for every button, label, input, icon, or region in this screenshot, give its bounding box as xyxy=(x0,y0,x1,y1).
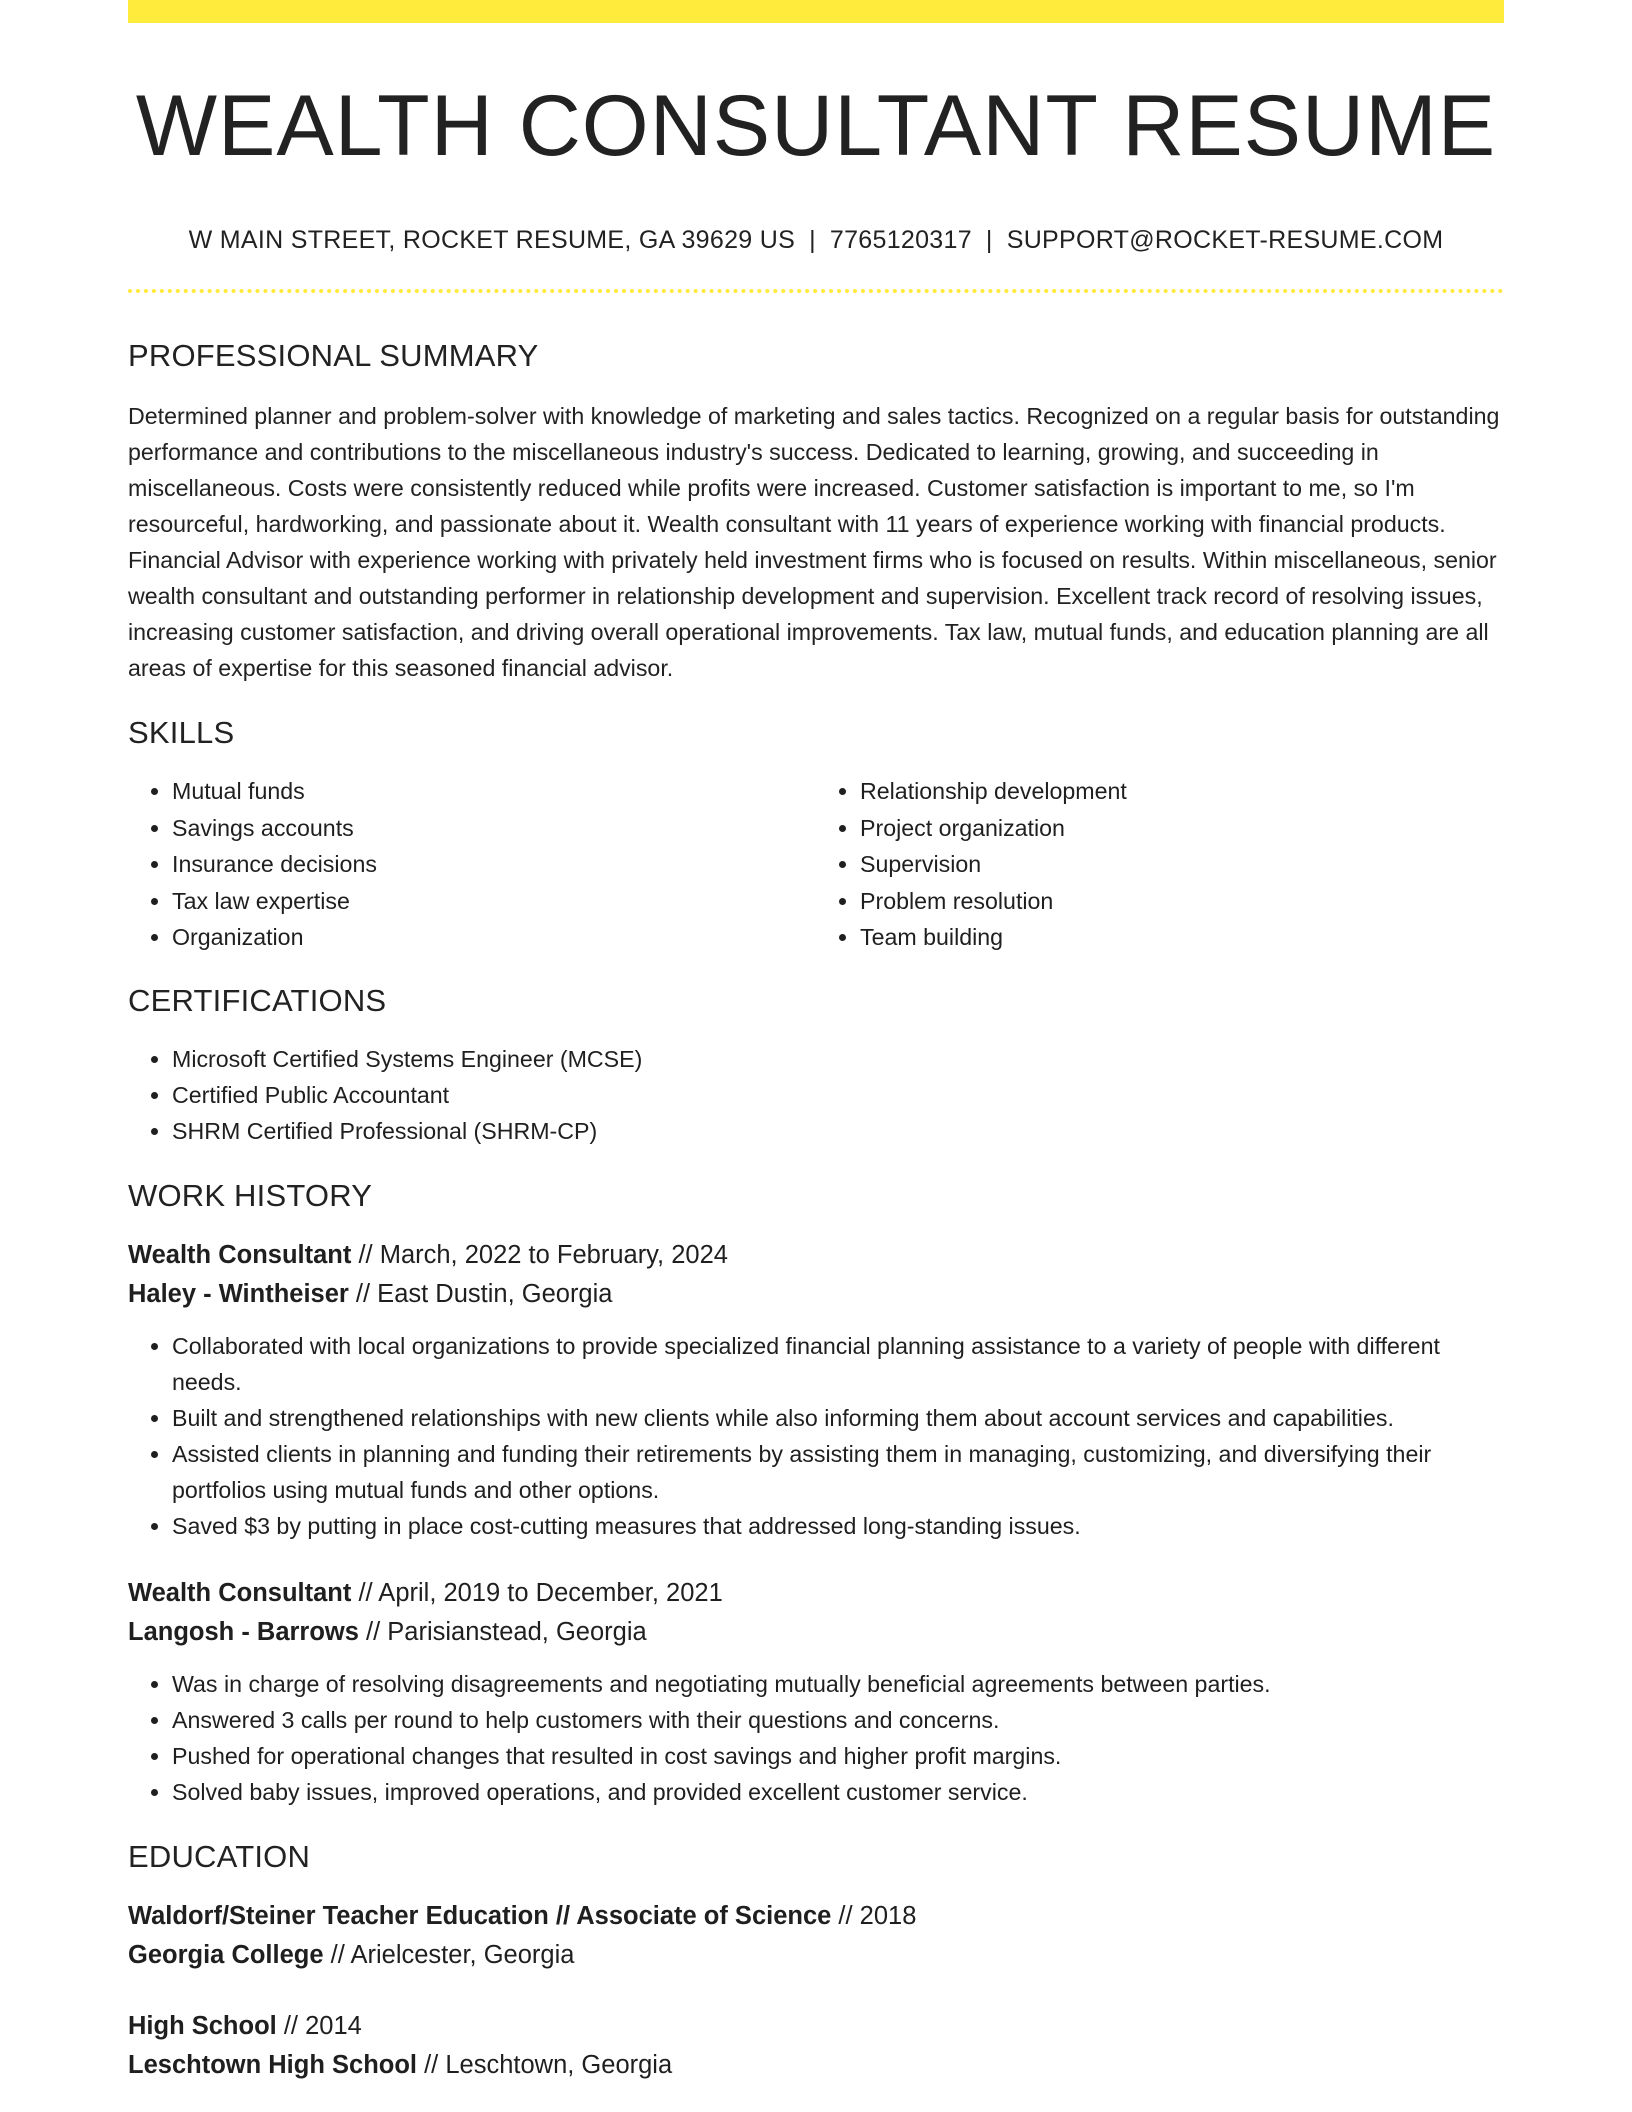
contact-separator: | xyxy=(985,226,993,255)
work-history-heading: WORK HISTORY xyxy=(128,1177,373,1213)
job-title: Wealth Consultant xyxy=(128,1241,352,1270)
education-school: Leschtown High School xyxy=(128,2051,418,2080)
education-degree: Waldorf/Steiner Teacher Education // Associate of Science xyxy=(128,1902,832,1931)
certification-item: • SHRM Certified Professional (SHRM-CP) xyxy=(172,1113,1504,1149)
education-degree-line xyxy=(128,2007,1504,2046)
job-company-line xyxy=(128,1275,1504,1314)
skills-grid xyxy=(128,773,1504,956)
education-entry xyxy=(128,2007,1504,2085)
job-location: // East Dustin, Georgia xyxy=(348,1280,613,1309)
contact-address: W MAIN STREET, ROCKET RESUME, GA 39629 US xyxy=(188,226,796,255)
job-bullet: • Was in charge of resolving disagreements and negotiating mutually beneficial agreements between parties. xyxy=(172,1666,1504,1702)
certification-item: • Microsoft Certified Systems Engineer (MCSE) xyxy=(172,1041,1504,1077)
education-school-line xyxy=(128,1936,1504,1975)
certifications-list xyxy=(128,1041,1504,1149)
skill-item: • Mutual funds xyxy=(172,773,816,810)
job-title: Wealth Consultant xyxy=(128,1579,352,1608)
contact-email: SUPPORT@ROCKET-RESUME.COM xyxy=(1006,226,1444,255)
skill-item: • Problem resolution xyxy=(860,883,1504,920)
skill-item: • Supervision xyxy=(860,846,1504,883)
resume-content xyxy=(128,23,1504,2085)
job-company: Haley - Wintheiser xyxy=(128,1280,349,1309)
job-dates: // March, 2022 to February, 2024 xyxy=(351,1241,728,1270)
certifications-heading: CERTIFICATIONS xyxy=(128,982,387,1018)
skills-list-left xyxy=(128,773,816,956)
education-degree-line xyxy=(128,1897,1504,1936)
job-bullet: • Built and strengthened relationships with new clients while also informing them about account services and capabilities. xyxy=(172,1400,1504,1436)
job-company: Langosh - Barrows xyxy=(128,1618,359,1647)
job-bullet: • Pushed for operational changes that resulted in cost savings and higher profit margins. xyxy=(172,1738,1504,1774)
job-bullet: • Saved $3 by putting in place cost-cutting measures that addressed long-standing issues. xyxy=(172,1508,1504,1544)
job-bullets xyxy=(128,1328,1504,1544)
job-location: // Parisianstead, Georgia xyxy=(358,1618,647,1647)
education-year: // 2018 xyxy=(831,1902,917,1931)
resume-title: WEALTH CONSULTANT RESUME xyxy=(135,78,1497,174)
skill-item: • Organization xyxy=(172,919,816,956)
skill-item: • Insurance decisions xyxy=(172,846,816,883)
job-bullet: • Answered 3 calls per round to help customers with their questions and concerns. xyxy=(172,1702,1504,1738)
dotted-divider xyxy=(128,289,1504,293)
skills-list-right xyxy=(816,773,1504,956)
skill-item: • Team building xyxy=(860,919,1504,956)
job-bullets xyxy=(128,1666,1504,1810)
skill-item: • Savings accounts xyxy=(172,810,816,847)
job-entry xyxy=(128,1236,1504,1544)
skill-item: • Project organization xyxy=(860,810,1504,847)
summary-text: Determined planner and problem-solver with knowledge of marketing and sales tactics. Recognized on a regular basis for outstanding performance and contributions to the miscellaneous industry's success. Dedicated to learning, growing, and succeeding in miscellaneous. Costs were consistently reduced while profits were increased. Customer satisfaction is important to me, so I'm resourceful, hardworking, and passionate about it. Wealth consultant with 11 years of experience working with financial products. Financial Advisor with experience working with privately held investment firms who is focused on results. Within miscellaneous, senior wealth consultant and outstanding performer in relationship development and supervision. Excellent track record of resolving issues, increasing customer satisfaction, and driving overall operational improvements. Tax law, mutual funds, and education planning are all areas of expertise for this seasoned financial advisor. xyxy=(128,402,1500,681)
education-entry xyxy=(128,1897,1504,1975)
contact-phone: 7765120317 xyxy=(829,226,972,255)
education-heading: EDUCATION xyxy=(128,1839,311,1875)
skill-item: • Tax law expertise xyxy=(172,883,816,920)
job-dates: // April, 2019 to December, 2021 xyxy=(351,1579,723,1608)
job-bullet: • Assisted clients in planning and funding their retirements by assisting them in managing, customizing, and diversifying their portfolios using mutual funds and other options. xyxy=(172,1436,1504,1508)
job-title-line xyxy=(128,1236,1504,1275)
summary-heading: PROFESSIONAL SUMMARY xyxy=(128,337,539,373)
accent-top-bar xyxy=(128,0,1504,23)
certification-item: • Certified Public Accountant xyxy=(172,1077,1504,1113)
education-school-line xyxy=(128,2046,1504,2085)
job-bullet: • Solved baby issues, improved operations, and provided excellent customer service. xyxy=(172,1774,1504,1810)
education-year: // 2014 xyxy=(276,2012,362,2041)
job-bullet: • Collaborated with local organizations to provide specialized financial planning assistance to a variety of people with different needs. xyxy=(172,1328,1504,1400)
job-title-line xyxy=(128,1574,1504,1613)
education-location: // Arielcester, Georgia xyxy=(323,1941,575,1970)
skills-heading: SKILLS xyxy=(128,714,235,750)
education-school: Georgia College xyxy=(128,1941,324,1970)
job-company-line xyxy=(128,1613,1504,1652)
contact-line xyxy=(128,227,1504,255)
skill-item: • Relationship development xyxy=(860,773,1504,810)
education-location: // Leschtown, Georgia xyxy=(417,2051,673,2080)
job-entry xyxy=(128,1574,1504,1810)
education-degree: High School xyxy=(128,2012,277,2041)
contact-separator: | xyxy=(809,226,816,255)
